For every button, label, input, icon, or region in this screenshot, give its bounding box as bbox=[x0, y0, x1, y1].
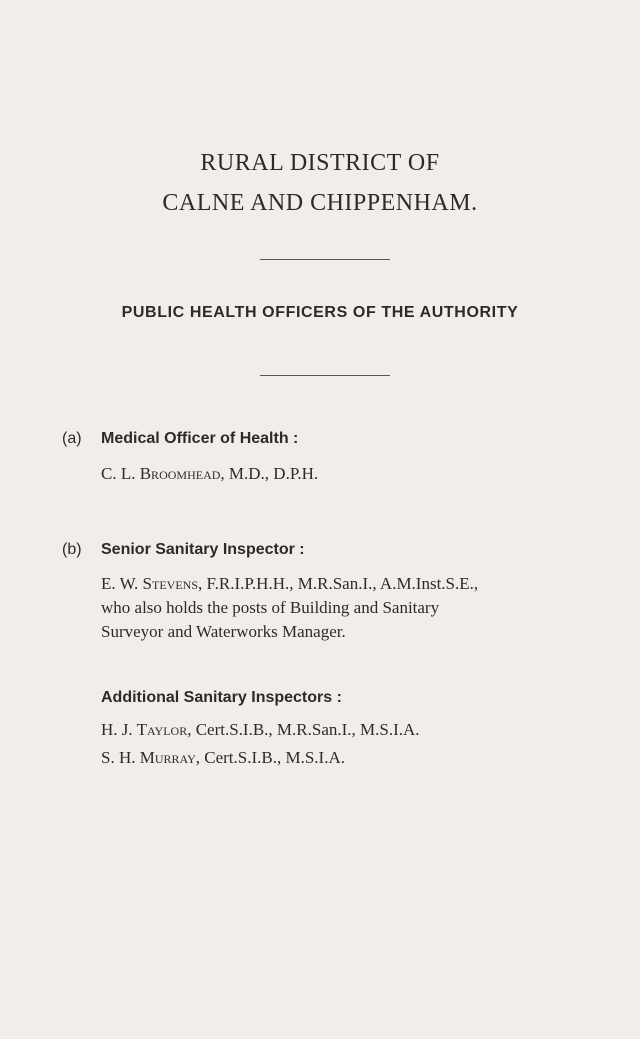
section-b-officer bbox=[101, 574, 478, 594]
section-b-label: (b) bbox=[62, 541, 82, 558]
section-a-label: (a) bbox=[62, 430, 82, 447]
divider-top bbox=[260, 259, 390, 260]
additional-officer-1-name: H. J. Taylor, bbox=[101, 720, 192, 739]
section-a-officer-name: C. L. Broomhead, bbox=[101, 464, 225, 483]
additional-heading: Additional Sanitary Inspectors : bbox=[101, 689, 342, 706]
additional-officer-2-name: S. H. Murray, bbox=[101, 748, 201, 767]
additional-officer-1-quals: Cert.S.I.B., M.R.San.I., M.S.I.A. bbox=[191, 720, 420, 739]
section-b-officer-name: E. W. Stevens, bbox=[101, 574, 203, 593]
additional-officer-1 bbox=[101, 720, 420, 740]
page-subtitle: PUBLIC HEALTH OFFICERS OF THE AUTHORITY bbox=[121, 304, 519, 321]
section-b-note-line-1: who also holds the posts of Building and Sanitary bbox=[101, 598, 440, 617]
section-a-officer-quals: M.D., D.P.H. bbox=[224, 464, 319, 483]
section-a-officer bbox=[101, 464, 318, 484]
divider-bottom bbox=[260, 375, 390, 376]
title-line-1: RURAL DISTRICT OF bbox=[200, 150, 440, 176]
additional-officer-2 bbox=[101, 748, 345, 768]
section-a-heading: Medical Officer of Health : bbox=[101, 430, 299, 447]
section-b-note-line-2: Surveyor and Waterworks Manager. bbox=[101, 622, 346, 641]
title-line-2: CALNE AND CHIPPENHAM. bbox=[162, 190, 478, 216]
additional-officer-2-quals: Cert.S.I.B., M.S.I.A. bbox=[200, 748, 345, 767]
section-b-officer-quals: F.R.I.P.H.H., M.R.San.I., A.M.Inst.S.E., bbox=[202, 574, 479, 593]
section-b-heading: Senior Sanitary Inspector : bbox=[101, 541, 305, 558]
